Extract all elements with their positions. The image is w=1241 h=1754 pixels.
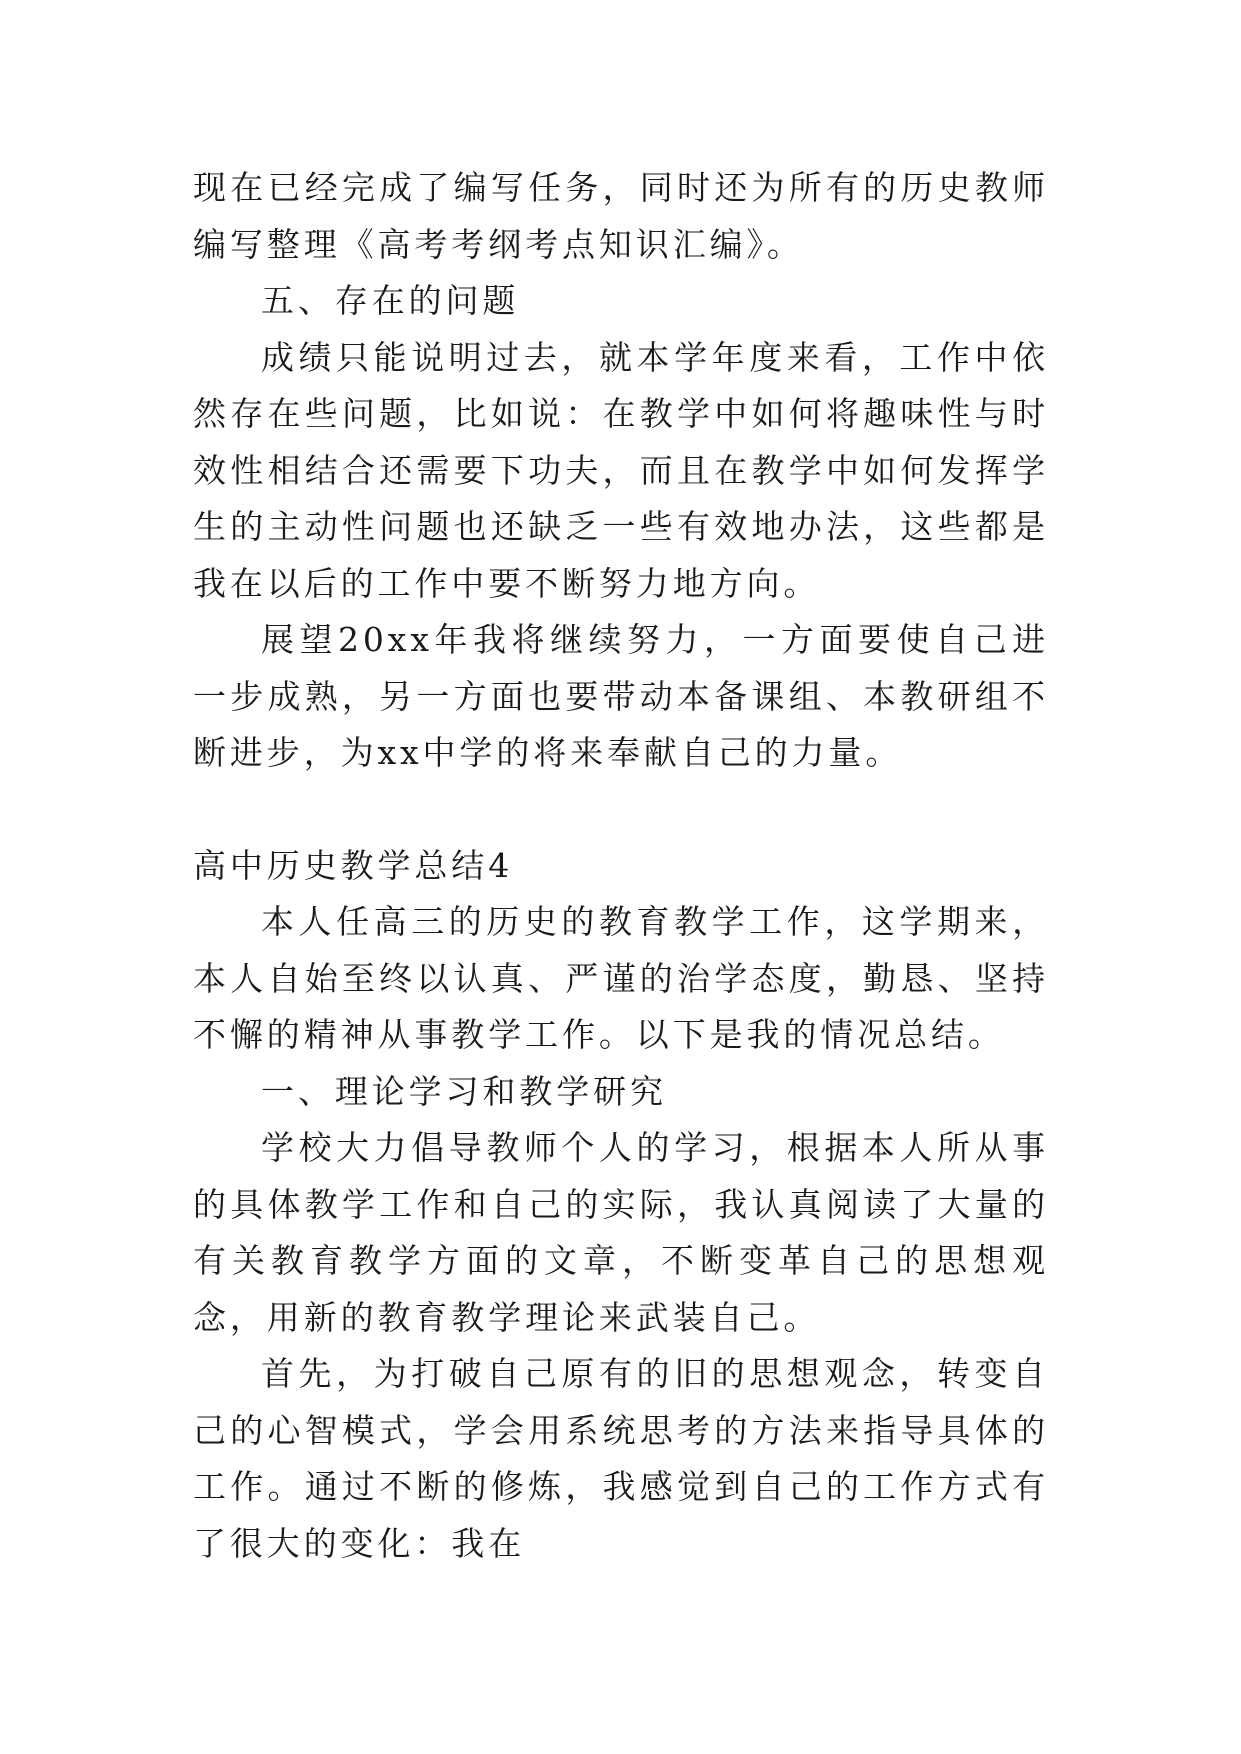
paragraph-continued: 现在已经完成了编写任务，同时还为所有的历史教师编写整理《高考考纲考点知识汇编》。: [193, 168, 1049, 264]
paragraph-intro: 本人任高三的历史的教育教学工作，这学期来，本人自始至终以认真、严谨的治学态度，勤恳、坚持不懈的精神从事教学工作。以下是我的情况总结。: [193, 902, 1049, 1054]
section-gap: [193, 782, 1049, 838]
section-title: 高中历史教学总结4: [193, 845, 514, 885]
paragraph-outlook: 展望20xx年我将继续努力，一方面要使自己进一步成熟，另一方面也要带动本备课组、本教研组不断进步，为xx中学的将来奉献自己的力量。: [193, 620, 1049, 772]
document-body: [193, 160, 1049, 1572]
section-heading-theory: 一、理论学习和教学研究: [261, 1071, 667, 1111]
paragraph-study: 学校大力倡导教师个人的学习，根据本人所从事的具体教学工作和自己的实际，我认真阅读了大量的有关教育教学方面的文章，不断变革自己的思想观念，用新的教育教学理论来武装自己。: [193, 1128, 1049, 1337]
paragraph-problems: 成绩只能说明过去，就本学年度来看，工作中依然存在些问题，比如说：在教学中如何将趣味性与时效性相结合还需要下功夫，而且在教学中如何发挥学生的主动性问题也还缺乏一些有效地办法，这些都是我在以后的工作中要不断努力地方向。: [193, 337, 1049, 603]
section-heading-problems: 五、存在的问题: [261, 281, 520, 320]
paragraph-first: 首先，为打破自己原有的旧的思想观念，转变自己的心智模式，学会用系统思考的方法来指导具体的工作。通过不断的修炼，我感觉到自己的工作方式有了很大的变化：我在: [193, 1354, 1049, 1563]
